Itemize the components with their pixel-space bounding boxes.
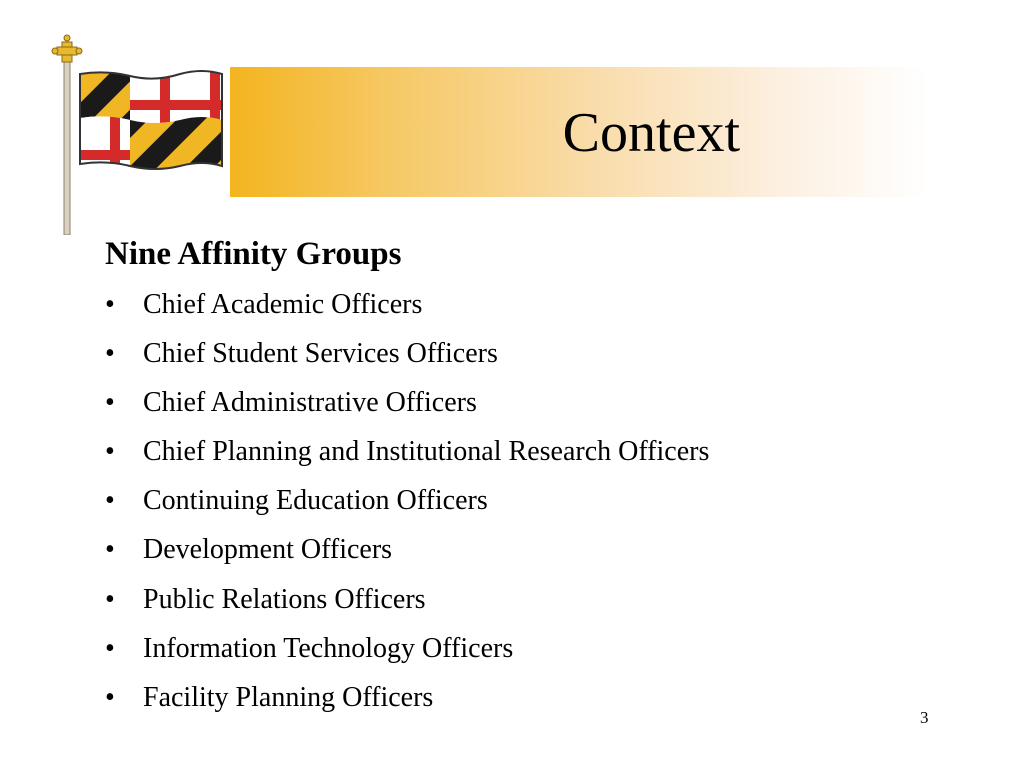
bullet-icon: •	[105, 583, 115, 615]
list-item	[105, 525, 985, 574]
list-item-text: Development Officers	[143, 534, 393, 566]
bullet-icon: •	[105, 534, 115, 566]
list-item-text: Chief Planning and Institutional Research Officers	[143, 436, 710, 468]
list-item	[105, 673, 985, 722]
page-number: 3	[920, 708, 929, 727]
bullet-icon: •	[105, 681, 115, 713]
bullet-icon: •	[105, 436, 115, 468]
list-item-text: Public Relations Officers	[143, 583, 426, 615]
list-item	[105, 378, 985, 427]
bullet-icon: •	[105, 289, 115, 320]
maryland-flag-icon	[40, 30, 235, 235]
slide-content	[105, 231, 985, 722]
list-item-text: Continuing Education Officers	[143, 485, 488, 517]
slide-title: Context	[562, 102, 740, 164]
list-item	[105, 427, 985, 476]
bullet-icon: •	[105, 632, 115, 664]
list-item-text: Chief Administrative Officers	[143, 387, 477, 419]
affinity-group-list	[105, 280, 985, 722]
list-item	[105, 575, 985, 624]
bullet-icon: •	[105, 387, 115, 419]
group-heading: Nine Affinity Groups	[105, 236, 402, 272]
list-item	[105, 476, 985, 525]
bullet-icon: •	[105, 338, 115, 370]
list-item	[105, 624, 985, 673]
list-item	[105, 280, 985, 329]
list-item	[105, 329, 985, 378]
list-item-text: Information Technology Officers	[143, 632, 514, 664]
list-item-text: Facility Planning Officers	[143, 681, 434, 713]
list-item-text: Chief Academic Officers	[143, 289, 423, 320]
bullet-icon: •	[105, 485, 115, 517]
list-item-text: Chief Student Services Officers	[143, 338, 498, 370]
